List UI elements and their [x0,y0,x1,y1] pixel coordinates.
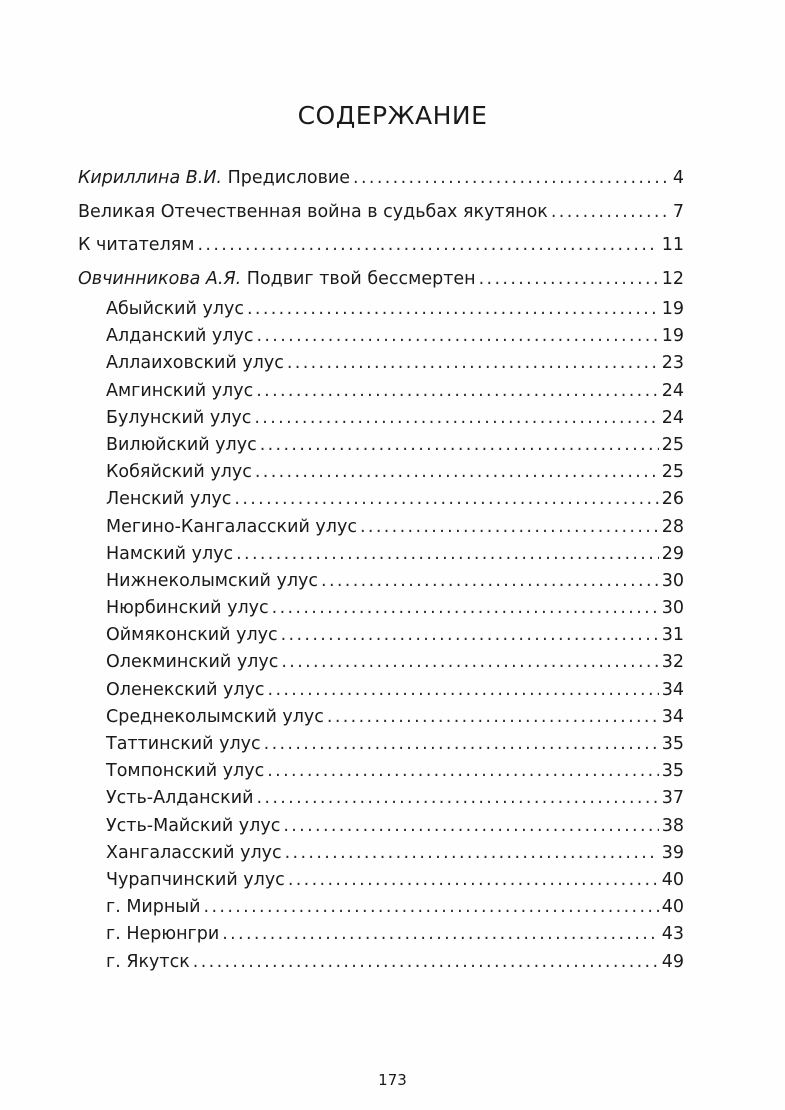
toc-subentry[interactable] [78,921,684,948]
dot-leader [254,405,658,432]
toc-subentry[interactable] [78,949,684,976]
toc-entry-preface[interactable] [78,162,684,196]
toc-subentry-page: 23 [661,353,684,374]
toc-subentry[interactable] [78,595,684,622]
toc-subentry[interactable] [78,840,684,867]
toc-subentry[interactable] [78,704,684,731]
toc-subentry[interactable] [78,432,684,459]
dot-leader [281,622,659,649]
toc-subentry-page: 19 [661,326,684,347]
toc-subentry-title: Намский улус [106,543,234,564]
toc-subentry-title: Булунский улус [106,407,252,428]
toc-subentry-page: 37 [661,788,684,809]
toc-entry-feat[interactable] [78,263,684,297]
toc-subentry-page: 40 [661,869,684,890]
toc-subentry-page: 49 [661,951,684,972]
toc-entry-war-fates[interactable] [78,196,684,230]
toc-entry-page: 12 [661,268,684,289]
toc-subentry-title: Мегино-Кангаласский улус [106,516,357,537]
page-number: 173 [378,1071,407,1089]
toc-subentry[interactable] [78,568,684,595]
dot-leader [321,568,659,595]
toc-entry-title: К читателям [78,235,195,255]
dot-leader [256,785,658,812]
toc-subentry[interactable] [78,459,684,486]
toc-subentry-title: Нижнеколымский улус [106,570,319,591]
toc-subentry-page: 24 [661,407,684,428]
toc-subentry[interactable] [78,323,684,350]
dot-leader [256,378,659,405]
dot-leader [198,229,659,263]
toc-subentry-title: Томпонский улус [106,761,265,782]
toc-subentry-page: 35 [661,761,684,782]
toc-subentry-page: 34 [661,679,684,700]
toc-subentry-title: Кобяйский улус [106,462,252,483]
toc-entry-author: Кириллина В.И. [78,168,222,188]
toc-subentry-page: 25 [661,434,684,455]
toc-subentry-title: Алданский улус [106,326,254,347]
toc-subentry-title: Амгинский улус [106,380,254,401]
toc-subentry-page: 30 [661,598,684,619]
toc-subentry-page: 24 [661,380,684,401]
dot-leader [267,758,659,785]
toc-subentry[interactable] [78,785,684,812]
toc-subentry[interactable] [78,677,684,704]
toc-subentry-title: г. Якутск [106,951,190,972]
toc-subentry-title: Олекминский улус [106,652,279,673]
toc-subentry-title: Таттинский улус [106,734,261,754]
dot-leader [479,263,659,297]
toc-subentry-page: 38 [661,815,684,836]
toc-subentry-list [78,296,684,976]
toc-subentry-title: Усть-Майский улус [106,815,281,836]
toc-subentry[interactable] [78,813,684,840]
toc-subentry[interactable] [78,758,684,785]
dot-leader [268,677,659,704]
toc-subentry-title: Оленекский улус [106,679,265,700]
dot-leader [193,949,659,976]
toc-subentry-title: Абыйский улус [106,299,244,319]
toc-subentry-title: Вилюйский улус [106,434,257,455]
toc-subentry[interactable] [78,378,684,405]
toc-subentry-page: 29 [661,543,684,564]
toc-subentry-title: Ленский улус [106,489,232,510]
toc-entry-title: Подвиг твой бессмертен [246,268,476,289]
toc-entry-title: Предисловие [227,168,351,188]
toc-subentry[interactable] [78,541,684,568]
dot-leader [204,894,659,921]
toc-subentry[interactable] [78,405,684,432]
toc-subentry-title: Усть-Алданский [106,788,254,809]
page-title: СОДЕРЖАНИЕ [297,101,488,130]
dot-leader [247,296,659,323]
toc-subentry-page: 19 [661,299,684,319]
toc-subentry[interactable] [78,649,684,676]
toc-entry-title: Великая Отечественная война в судьбах якутянок [78,201,548,222]
toc-subentry-page: 26 [661,489,684,510]
dot-leader [283,813,658,840]
toc-entry-text [78,263,476,297]
toc-subentry[interactable] [78,867,684,894]
toc-subentry-title: Оймяконский улус [106,625,278,646]
toc-subentry-page: 30 [661,570,684,591]
dot-leader [256,323,658,350]
dot-leader [551,196,670,230]
toc-subentry-title: Хангаласский улус [106,842,282,863]
toc-subentry-page: 25 [661,462,684,483]
dot-leader [264,731,659,758]
toc-subentry-page: 28 [661,516,684,537]
toc-subentry[interactable] [78,622,684,649]
toc-entry-author: Овчинникова А.Я. [78,268,242,289]
toc-subentry-title: Чурапчинский улус [106,869,285,890]
toc-subentry-page: 32 [661,652,684,673]
dot-leader [236,541,659,568]
toc-entry-page: 11 [661,235,684,255]
toc-entry-to-readers[interactable] [78,229,684,263]
toc-entry-page: 4 [672,168,684,188]
dot-leader [288,867,659,894]
dot-leader [222,921,659,948]
dot-leader [281,649,658,676]
toc-subentry[interactable] [78,894,684,921]
dot-leader [285,840,659,867]
toc-subentry[interactable] [78,514,684,541]
toc-subentry-page: 31 [661,625,684,646]
dot-leader [287,350,659,377]
toc-subentry-title: Аллаиховский улус [106,353,284,374]
toc-subentry-title: Нюрбинский улус [106,598,269,619]
dot-leader [234,486,658,513]
dot-leader [327,704,659,731]
dot-leader [260,432,659,459]
toc-entry-text [78,162,350,196]
table-of-contents [78,162,684,976]
dot-leader [255,459,659,486]
toc-subentry-title: Среднеколымский улус [106,706,324,727]
toc-subentry-title: г. Мирный [106,897,201,918]
toc-subentry-page: 34 [661,706,684,727]
toc-subentry-page: 39 [661,842,684,863]
dot-leader [272,595,659,622]
toc-subentry[interactable] [78,296,684,323]
toc-subentry[interactable] [78,486,684,513]
toc-entry-page: 7 [672,201,684,222]
toc-subentry[interactable] [78,731,684,758]
dot-leader [360,514,659,541]
toc-subentry-page: 40 [661,897,684,918]
toc-subentry-title: г. Нерюнгри [106,924,220,945]
toc-subentry-page: 35 [661,734,684,754]
toc-subentry[interactable] [78,350,684,377]
toc-subentry-page: 43 [661,924,684,945]
dot-leader [353,162,670,196]
